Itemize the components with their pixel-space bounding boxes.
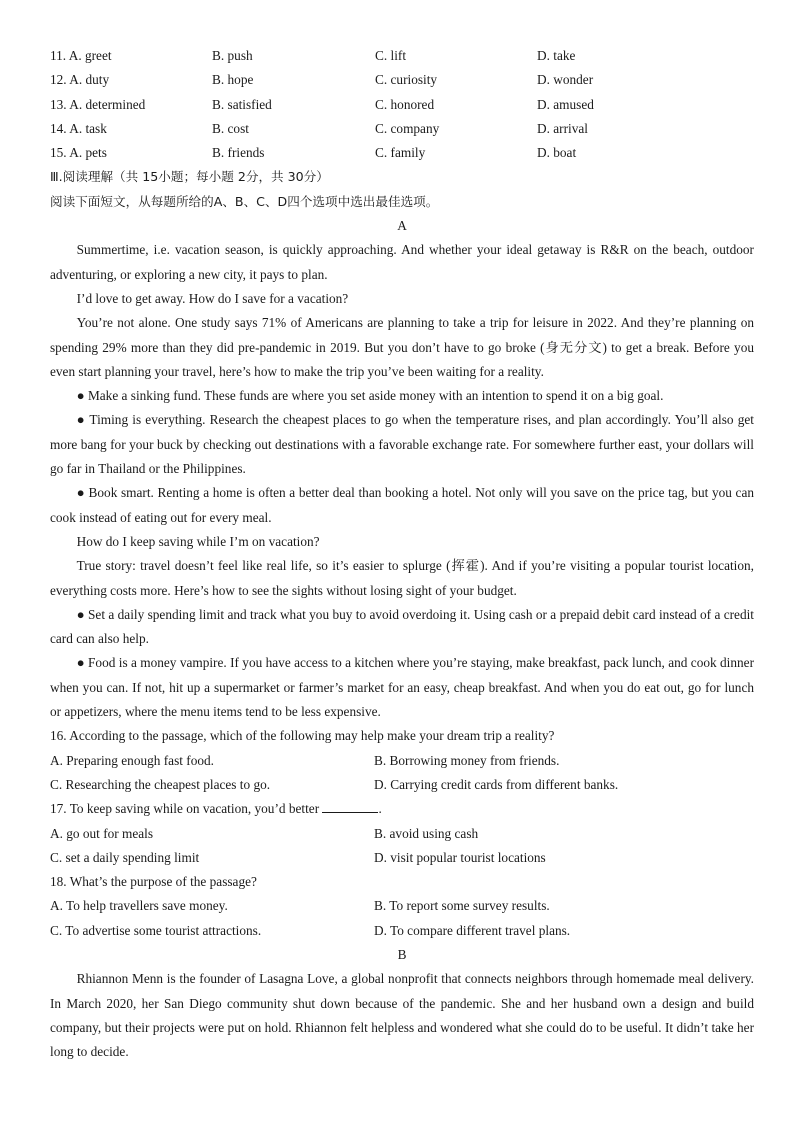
question-stem: 16. According to the passage, which of the following may help make your dream trip a reality?: [50, 728, 555, 744]
option-a[interactable]: A. Preparing enough fast food.: [50, 752, 214, 768]
instructions: 阅读下面短文，从每题所给的A、B、C、D四个选项中选出最佳选项。: [50, 193, 439, 209]
option-a[interactable]: A. go out for meals: [50, 825, 154, 841]
option-d[interactable]: D. visit popular tourist locations: [374, 849, 546, 865]
passage-a-question-2: How do I keep saving while I’m on vacation?: [76, 533, 320, 549]
passage-a-paragraph-3: True story: travel doesn’t feel like real life, so it’s easier to splurge (挥霍). And if you’re visiting a popular tourist location, everything costs more. Here’s how to see the sights without losing sight of your budget.: [50, 558, 754, 598]
question-stem: 17. To keep saving while on vacation, you’d better .: [50, 801, 382, 817]
option-b[interactable]: B. Borrowing money from friends.: [374, 752, 560, 768]
exam-page: [50, 44, 754, 1064]
question-16: [50, 724, 754, 797]
option-d[interactable]: D. Carrying credit cards from different banks.: [374, 776, 619, 792]
passage-b-paragraph-1: Rhiannon Menn is the founder of Lasagna Love, a global nonprofit that connects neighbors through homemade meal delivery. In March 2020, her San Diego community shut down because of the pandemic. She and her husband own a design and build company, but their projects were put on hold. Rhiannon felt helpless and wondered what she could do to be useful. It didn’t take her long to decide.: [50, 971, 754, 1060]
passage-a-paragraph-2: You’re not alone. One study says 71% of Americans are planning to take a trip for leisure in 2022. And they’re planning on spending 29% more than they did pre-pandemic in 2019. But you don’t have to go broke (身无分文) to get a break. Before you even start planning your travel, here’s how to make the trip you’ve been waiting for a reality.: [50, 315, 754, 379]
passage-a-paragraph-1: Summertime, i.e. vacation season, is quickly approaching. And whether your ideal getaway is R&R on the beach, outdoor adventuring, or exploring a new city, it pays to plan.: [50, 242, 754, 282]
passage-a-bullet-3: ● Book smart. Renting a home is often a better deal than booking a hotel. Not only will you save on the price tag, but you can cook instead of eating out for every meal.: [50, 485, 754, 525]
section-heading: Ⅲ.阅读理解（共 15小题；每小题 2分，共 30分）: [50, 169, 329, 185]
option-d[interactable]: D. To compare different travel plans.: [374, 922, 571, 938]
passage-a-bullet-1: ● Make a sinking fund. These funds are where you set aside money with an intention to spend it on a big goal.: [76, 388, 664, 404]
question-18: [50, 870, 754, 943]
choice-row-14: 14. A. task B. cost C. company D. arrival: [50, 120, 588, 136]
choice-row-13: 13. A. determined B. satisfied C. honored D. amused: [50, 96, 594, 112]
choice-row-11: 11. A. greet B. push C. lift D. take: [50, 48, 576, 63]
option-c[interactable]: C. set a daily spending limit: [50, 849, 200, 865]
passage-a-question-1: I’d love to get away. How do I save for a vacation?: [76, 290, 349, 306]
passage-a-bullet-5: ● Food is a money vampire. If you have access to a kitchen where you’re staying, make breakfast, pack lunch, and cook dinner when you can. If not, hit up a supermarket or farmer’s market for an easy, cheap breakfast. And when you do eat out, go for lunch or appetizers, where the menu items tend to be less expensive.: [50, 655, 754, 720]
passage-a-bullet-4: ● Set a daily spending limit and track what you buy to avoid overdoing it. Using cash or a prepaid debit card instead of a credit card can also help.: [50, 606, 754, 647]
passage-a-bullet-2: ● Timing is everything. Research the cheapest places to go when the temperature rises, and plan accordingly. You’ll also get more bang for your buck by checking out destinations with a favorable exchange rate. For somewhere further east, your dollars will go far in Thailand or the Philippines.: [50, 412, 754, 477]
answer-blank: [322, 799, 378, 813]
passage-a-label: A: [397, 218, 407, 234]
question-17: [50, 797, 754, 870]
choice-row-12: 12. A. duty B. hope C. curiosity D. wonder: [50, 72, 594, 88]
option-b[interactable]: B. To report some survey results.: [374, 898, 550, 914]
passage-b-label: B: [397, 946, 407, 962]
option-c[interactable]: C. To advertise some tourist attractions.: [50, 922, 262, 938]
question-stem: 18. What’s the purpose of the passage?: [50, 874, 257, 890]
option-b[interactable]: B. avoid using cash: [374, 825, 479, 841]
option-c[interactable]: C. Researching the cheapest places to go.: [50, 776, 271, 792]
option-a[interactable]: A. To help travellers save money.: [50, 898, 228, 914]
choice-row-15: 15. A. pets B. friends C. family D. boat: [50, 145, 577, 161]
vocab-choices: [50, 44, 754, 165]
